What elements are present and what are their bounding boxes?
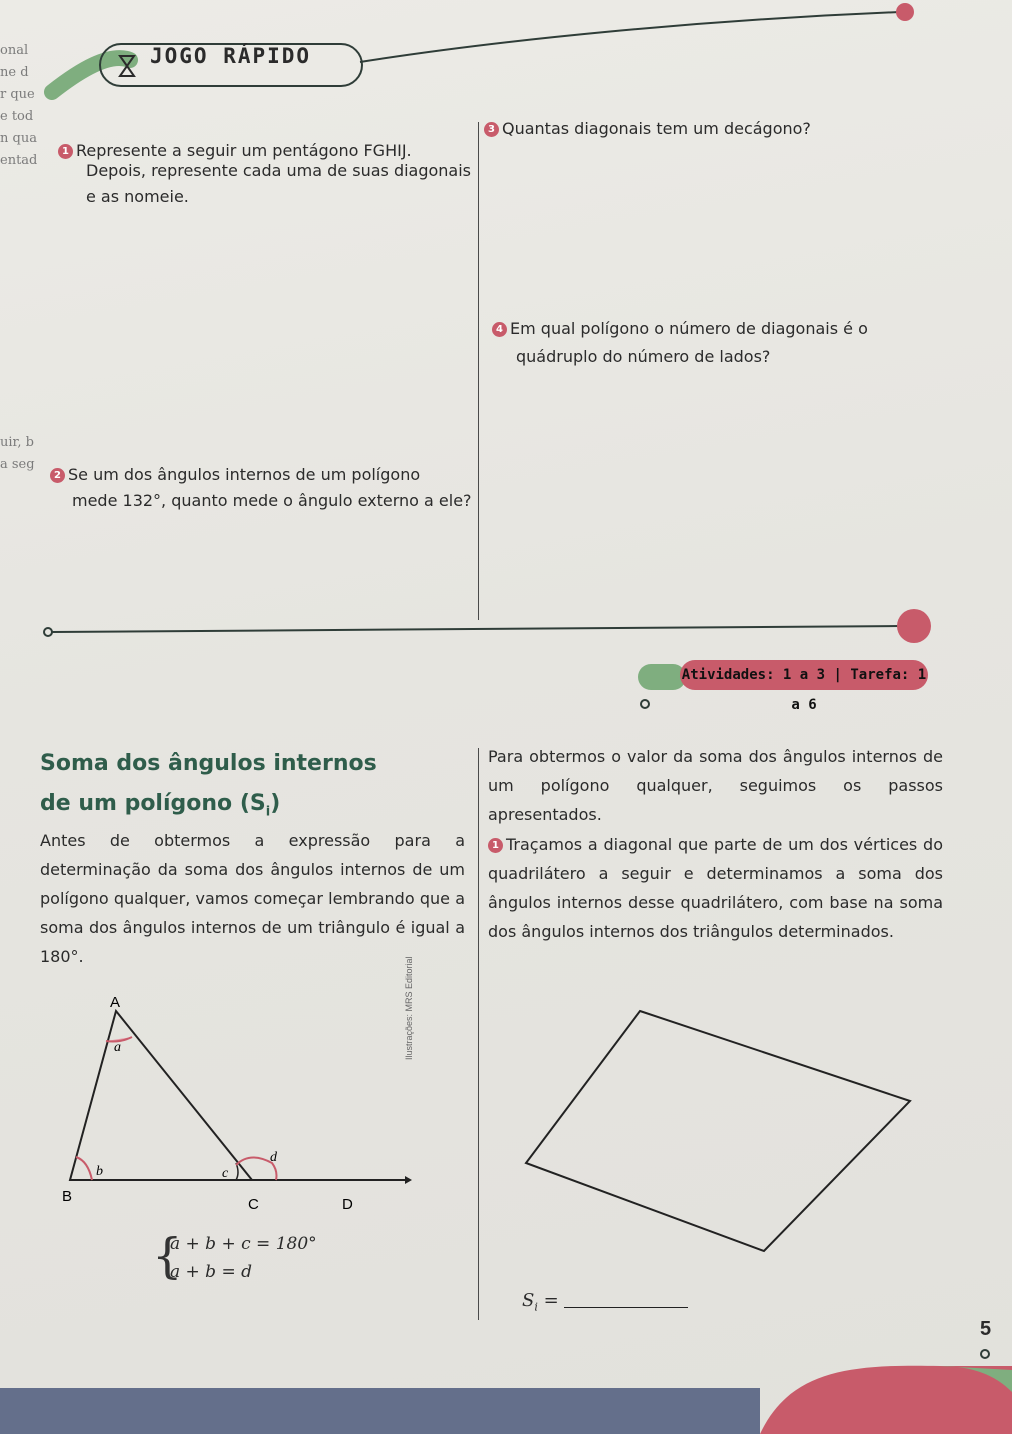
angle-c-label: c bbox=[222, 1166, 229, 1181]
column-divider bbox=[478, 122, 479, 620]
right-intro-paragraph: Para obtermos o valor da soma dos ângulos internos de um polígono qualquer, seguimos os passos apresentados. bbox=[488, 747, 943, 824]
question-number-4: 4 bbox=[492, 322, 507, 337]
intro-paragraph: Antes de obtermos a expressão para a determinação da soma dos ângulos internos de um polígono qualquer, vamos começar lembrando que a soma dos ângulos internos de um triângulo é igual a 180°. bbox=[40, 831, 465, 966]
question-1: 1 Represente a seguir um pentágono FGHIJ. bbox=[58, 138, 478, 164]
angle-b-label: b bbox=[96, 1164, 103, 1179]
question-number-1: 1 bbox=[58, 144, 73, 159]
footer-decoration bbox=[0, 1340, 1012, 1434]
vertex-a-label: A bbox=[110, 994, 121, 1011]
question-number-2: 2 bbox=[50, 468, 65, 483]
adjacent-page-text: onal ne d r que e tod n qua entad uir, b a seg bbox=[0, 43, 38, 472]
step-number-1: 1 bbox=[488, 838, 503, 853]
vertex-b-label: B bbox=[62, 1188, 73, 1205]
question-2: 2 Se um dos ângulos internos de um polígono bbox=[50, 462, 470, 488]
question-1-continuation: Depois, represente cada uma de suas diagonais e as nomeie. bbox=[86, 161, 472, 206]
page-number: 5 bbox=[980, 1318, 992, 1340]
quadrilateral-figure bbox=[500, 1005, 920, 1265]
question-3: 3 Quantas diagonais tem um decágono? bbox=[484, 116, 944, 142]
angle-d-label: d bbox=[270, 1150, 277, 1165]
section-separator bbox=[0, 600, 1012, 710]
brace: { bbox=[152, 1228, 183, 1284]
equation-1: a + b + c = 180° bbox=[170, 1234, 317, 1254]
answer-blank[interactable] bbox=[564, 1307, 688, 1308]
question-number-3: 3 bbox=[484, 122, 499, 137]
column-divider-lower bbox=[478, 748, 479, 1320]
step-1: 1 Traçamos a diagonal que parte de um dos vértices do quadrilátero a seguir e determinamos a soma dos ângulos internos desse quadrilátero, com base na soma dos ângulos internos dos triângulos determinados. bbox=[488, 835, 943, 941]
question-4-continuation: quádruplo do número de lados? bbox=[516, 347, 771, 366]
jogo-rapido-title: JOGO RÁPIDO bbox=[150, 44, 312, 68]
answer-line: $S_i$ = bbox=[522, 1290, 559, 1314]
question-4: 4 Em qual polígono o número de diagonais é o bbox=[492, 316, 932, 342]
equation-2: a + b = d bbox=[170, 1262, 253, 1282]
vertex-d-label: D bbox=[342, 1196, 353, 1213]
activities-accent bbox=[638, 664, 686, 690]
illustration-credit: Ilustrações: MRS Editorial bbox=[404, 956, 414, 1060]
angle-a-label: a bbox=[114, 1040, 121, 1055]
vertex-c-label: C bbox=[248, 1196, 259, 1213]
triangle-figure bbox=[40, 985, 420, 1225]
section-title: Soma dos ângulos internos de um polígono $(S_i)$ bbox=[40, 751, 377, 820]
question-2-continuation: mede 132°, quanto mede o ângulo externo a ele? bbox=[72, 491, 472, 510]
activities-badge: Atividades: 1 a 3 | Tarefa: 1 a 6 bbox=[680, 660, 928, 690]
